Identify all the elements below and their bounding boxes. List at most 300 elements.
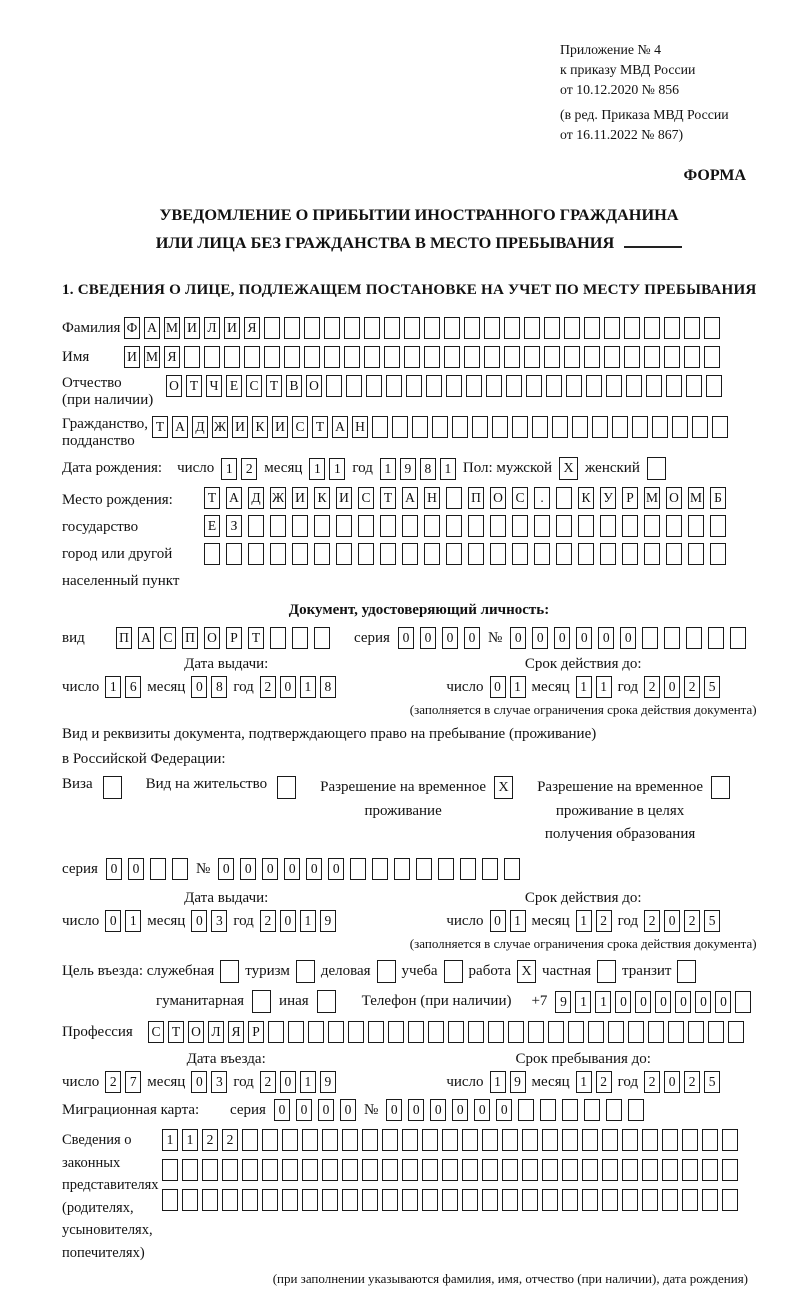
char-box[interactable]: Л [208,1021,224,1043]
char-box[interactable] [508,1021,524,1043]
char-box[interactable] [646,375,662,397]
char-box[interactable]: С [246,375,262,397]
char-box[interactable]: Н [352,416,368,438]
char-box[interactable]: Т [380,487,396,509]
char-box[interactable] [684,317,700,339]
char-box[interactable]: 3 [211,1071,227,1093]
char-box[interactable] [344,317,360,339]
char-box[interactable] [562,1189,578,1211]
char-box[interactable] [242,1129,258,1151]
char-box[interactable] [572,416,588,438]
char-box[interactable] [322,1189,338,1211]
char-box[interactable]: К [578,487,594,509]
char-box[interactable] [448,1021,464,1043]
char-box[interactable] [642,1189,658,1211]
char-box[interactable]: 1 [596,676,612,698]
char-box[interactable] [534,515,550,537]
char-box[interactable] [584,346,600,368]
char-box[interactable] [452,416,468,438]
char-box[interactable] [622,1159,638,1181]
char-box[interactable] [682,1159,698,1181]
char-box[interactable] [402,543,418,565]
char-box[interactable] [544,317,560,339]
char-box[interactable]: Р [622,487,638,509]
char-box[interactable] [582,1159,598,1181]
char-box[interactable] [288,1021,304,1043]
char-box[interactable] [652,416,668,438]
char-box[interactable]: . [534,487,550,509]
char-box[interactable] [722,1129,738,1151]
char-box[interactable] [394,858,410,880]
char-box[interactable] [604,317,620,339]
char-box[interactable] [314,627,330,649]
char-box[interactable] [686,627,702,649]
char-box[interactable] [546,375,562,397]
char-box[interactable] [664,346,680,368]
char-box[interactable] [404,346,420,368]
char-box[interactable]: А [402,487,418,509]
char-box[interactable] [622,1189,638,1211]
char-box[interactable]: 1 [490,1071,506,1093]
char-box[interactable] [666,515,682,537]
char-box[interactable]: 8 [320,676,336,698]
char-box[interactable]: 1 [576,676,592,698]
char-box[interactable] [568,1021,584,1043]
purpose-tourism-checkbox[interactable] [296,960,315,983]
char-box[interactable] [644,515,660,537]
char-box[interactable]: Ж [270,487,286,509]
char-box[interactable]: И [224,317,240,339]
char-box[interactable]: 0 [510,627,526,649]
char-box[interactable] [624,317,640,339]
char-box[interactable]: Т [152,416,168,438]
char-box[interactable] [548,1021,564,1043]
char-box[interactable]: М [164,317,180,339]
char-box[interactable]: П [468,487,484,509]
char-box[interactable]: С [512,487,528,509]
char-box[interactable]: А [144,317,160,339]
char-box[interactable] [566,375,582,397]
char-box[interactable] [682,1189,698,1211]
char-box[interactable] [244,346,260,368]
char-box[interactable] [504,346,520,368]
purpose-work-checkbox[interactable]: X [517,960,536,983]
char-box[interactable] [328,1021,344,1043]
char-box[interactable] [624,346,640,368]
char-box[interactable] [424,317,440,339]
char-box[interactable] [556,515,572,537]
char-box[interactable] [422,1189,438,1211]
char-box[interactable] [202,1159,218,1181]
char-box[interactable] [468,543,484,565]
char-box[interactable]: 0 [442,627,458,649]
char-box[interactable]: 0 [695,991,711,1013]
char-box[interactable]: 0 [274,1099,290,1121]
char-box[interactable] [438,858,454,880]
char-box[interactable]: 0 [715,991,731,1013]
sex-male-checkbox[interactable]: X [559,457,578,480]
char-box[interactable] [542,1189,558,1211]
char-box[interactable]: 0 [576,627,592,649]
char-box[interactable] [482,1189,498,1211]
char-box[interactable] [518,1099,534,1121]
char-box[interactable]: О [204,627,220,649]
char-box[interactable] [706,375,722,397]
char-box[interactable]: У [600,487,616,509]
purpose-other-checkbox[interactable] [317,990,336,1013]
char-box[interactable] [184,346,200,368]
char-box[interactable] [262,1159,278,1181]
char-box[interactable] [464,346,480,368]
char-box[interactable]: Т [312,416,328,438]
char-box[interactable] [644,317,660,339]
char-box[interactable]: М [644,487,660,509]
char-box[interactable] [578,543,594,565]
char-box[interactable]: 2 [596,910,612,932]
char-box[interactable] [268,1021,284,1043]
char-box[interactable] [504,858,520,880]
char-box[interactable]: 0 [106,858,122,880]
char-box[interactable]: 5 [704,1071,720,1093]
char-box[interactable] [224,346,240,368]
char-box[interactable] [348,1021,364,1043]
char-box[interactable] [404,317,420,339]
char-box[interactable]: 0 [620,627,636,649]
char-box[interactable]: 2 [644,1071,660,1093]
char-box[interactable] [602,1189,618,1211]
char-box[interactable] [644,346,660,368]
char-box[interactable]: Е [226,375,242,397]
char-box[interactable] [182,1189,198,1211]
char-box[interactable]: З [226,515,242,537]
char-box[interactable]: Ж [212,416,228,438]
char-box[interactable] [682,1129,698,1151]
char-box[interactable] [202,1189,218,1211]
char-box[interactable] [446,543,462,565]
char-box[interactable]: И [336,487,352,509]
char-box[interactable] [172,858,188,880]
char-box[interactable] [502,1189,518,1211]
char-box[interactable]: 0 [280,1071,296,1093]
char-box[interactable]: 1 [309,458,325,480]
char-box[interactable] [292,627,308,649]
char-box[interactable]: Д [192,416,208,438]
char-box[interactable] [424,543,440,565]
char-box[interactable]: 1 [576,1071,592,1093]
char-box[interactable] [350,858,366,880]
char-box[interactable]: 9 [320,1071,336,1093]
char-box[interactable] [422,1129,438,1151]
char-box[interactable] [704,346,720,368]
char-box[interactable]: П [116,627,132,649]
char-box[interactable] [666,543,682,565]
char-box[interactable] [542,1129,558,1151]
char-box[interactable]: 2 [644,910,660,932]
char-box[interactable] [544,346,560,368]
char-box[interactable] [542,1159,558,1181]
char-box[interactable] [446,487,462,509]
char-box[interactable] [562,1129,578,1151]
char-box[interactable] [688,1021,704,1043]
char-box[interactable] [735,991,751,1013]
char-box[interactable] [262,1189,278,1211]
char-box[interactable] [460,858,476,880]
char-box[interactable]: О [666,487,682,509]
char-box[interactable] [382,1189,398,1211]
char-box[interactable]: С [358,487,374,509]
char-box[interactable] [562,1099,578,1121]
char-box[interactable] [524,317,540,339]
char-box[interactable] [612,416,628,438]
char-box[interactable] [412,416,428,438]
char-box[interactable]: 0 [655,991,671,1013]
char-box[interactable] [270,627,286,649]
char-box[interactable]: 9 [555,991,571,1013]
char-box[interactable] [204,543,220,565]
char-box[interactable] [366,375,382,397]
char-box[interactable] [528,1021,544,1043]
char-box[interactable]: 2 [684,676,700,698]
char-box[interactable]: А [332,416,348,438]
char-box[interactable] [482,1129,498,1151]
char-box[interactable] [556,543,572,565]
purpose-humanitarian-checkbox[interactable] [252,990,271,1013]
char-box[interactable] [364,317,380,339]
char-box[interactable] [402,1129,418,1151]
char-box[interactable] [384,317,400,339]
char-box[interactable] [522,1189,538,1211]
char-box[interactable] [358,543,374,565]
char-box[interactable] [402,515,418,537]
char-box[interactable] [284,317,300,339]
char-box[interactable] [492,416,508,438]
char-box[interactable] [662,1129,678,1151]
char-box[interactable]: 0 [554,627,570,649]
char-box[interactable]: 0 [191,676,207,698]
char-box[interactable] [600,515,616,537]
char-box[interactable]: 2 [684,910,700,932]
char-box[interactable] [512,543,528,565]
char-box[interactable] [672,416,688,438]
char-box[interactable] [578,515,594,537]
char-box[interactable] [592,416,608,438]
char-box[interactable]: 2 [644,676,660,698]
char-box[interactable] [442,1159,458,1181]
char-box[interactable] [322,1129,338,1151]
char-box[interactable]: М [144,346,160,368]
char-box[interactable] [314,515,330,537]
char-box[interactable]: 0 [664,910,680,932]
char-box[interactable]: 0 [464,627,480,649]
char-box[interactable]: 7 [125,1071,141,1093]
char-box[interactable] [482,858,498,880]
char-box[interactable] [342,1159,358,1181]
char-box[interactable] [380,515,396,537]
char-box[interactable]: 2 [260,1071,276,1093]
char-box[interactable] [692,416,708,438]
char-box[interactable]: 1 [595,991,611,1013]
char-box[interactable] [424,346,440,368]
char-box[interactable] [722,1189,738,1211]
char-box[interactable]: 1 [380,458,396,480]
char-box[interactable]: 0 [296,1099,312,1121]
char-box[interactable] [666,375,682,397]
char-box[interactable] [512,515,528,537]
char-box[interactable] [532,416,548,438]
char-box[interactable]: Б [710,487,726,509]
char-box[interactable]: 0 [490,676,506,698]
char-box[interactable] [382,1159,398,1181]
char-box[interactable]: 5 [704,910,720,932]
char-box[interactable] [462,1189,478,1211]
temp-permit-checkbox[interactable]: X [494,776,513,799]
char-box[interactable] [622,1129,638,1151]
char-box[interactable] [446,515,462,537]
char-box[interactable] [308,1021,324,1043]
char-box[interactable]: 0 [128,858,144,880]
char-box[interactable] [664,317,680,339]
char-box[interactable] [292,515,308,537]
char-box[interactable]: Т [186,375,202,397]
char-box[interactable]: 0 [386,1099,402,1121]
char-box[interactable] [708,1021,724,1043]
char-box[interactable] [344,346,360,368]
char-box[interactable]: 1 [162,1129,178,1151]
char-box[interactable] [304,317,320,339]
char-box[interactable] [506,375,522,397]
char-box[interactable]: 0 [474,1099,490,1121]
char-box[interactable] [582,1189,598,1211]
purpose-business-checkbox[interactable] [377,960,396,983]
purpose-study-checkbox[interactable] [444,960,463,983]
char-box[interactable] [248,515,264,537]
char-box[interactable] [372,416,388,438]
char-box[interactable] [150,858,166,880]
char-box[interactable] [380,543,396,565]
char-box[interactable] [162,1189,178,1211]
char-box[interactable] [302,1129,318,1151]
char-box[interactable] [222,1159,238,1181]
purpose-transit-checkbox[interactable] [677,960,696,983]
char-box[interactable] [484,317,500,339]
char-box[interactable]: 0 [328,858,344,880]
char-box[interactable]: А [226,487,242,509]
char-box[interactable]: П [182,627,198,649]
char-box[interactable] [364,346,380,368]
char-box[interactable] [606,375,622,397]
char-box[interactable] [526,375,542,397]
char-box[interactable] [584,1099,600,1121]
char-box[interactable] [664,627,680,649]
char-box[interactable]: 8 [420,458,436,480]
char-box[interactable] [408,1021,424,1043]
char-box[interactable]: В [286,375,302,397]
char-box[interactable] [324,317,340,339]
char-box[interactable] [468,515,484,537]
char-box[interactable] [302,1189,318,1211]
char-box[interactable] [642,1129,658,1151]
char-box[interactable] [466,375,482,397]
char-box[interactable] [684,346,700,368]
char-box[interactable]: 0 [280,676,296,698]
char-box[interactable]: Д [248,487,264,509]
char-box[interactable] [248,543,264,565]
char-box[interactable]: 3 [211,910,227,932]
char-box[interactable]: Ч [206,375,222,397]
char-box[interactable]: 6 [125,676,141,698]
char-box[interactable] [262,1129,278,1151]
char-box[interactable] [512,416,528,438]
char-box[interactable] [442,1189,458,1211]
char-box[interactable]: 0 [398,627,414,649]
char-box[interactable]: 0 [191,910,207,932]
char-box[interactable] [722,1159,738,1181]
char-box[interactable] [302,1159,318,1181]
char-box[interactable]: 0 [532,627,548,649]
visa-checkbox[interactable] [103,776,122,799]
char-box[interactable]: 0 [105,910,121,932]
char-box[interactable] [428,1021,444,1043]
char-box[interactable] [622,515,638,537]
char-box[interactable] [282,1129,298,1151]
char-box[interactable] [486,375,502,397]
char-box[interactable] [628,1021,644,1043]
char-box[interactable] [488,1021,504,1043]
char-box[interactable]: 2 [222,1129,238,1151]
char-box[interactable] [606,1099,622,1121]
char-box[interactable] [282,1159,298,1181]
char-box[interactable]: 0 [284,858,300,880]
char-box[interactable] [362,1159,378,1181]
char-box[interactable]: С [292,416,308,438]
char-box[interactable]: 1 [510,676,526,698]
char-box[interactable] [392,416,408,438]
char-box[interactable]: Е [204,515,220,537]
char-box[interactable]: 8 [211,676,227,698]
char-box[interactable]: 0 [340,1099,356,1121]
char-box[interactable] [642,627,658,649]
char-box[interactable] [668,1021,684,1043]
char-box[interactable] [702,1159,718,1181]
purpose-official-checkbox[interactable] [220,960,239,983]
char-box[interactable] [688,515,704,537]
char-box[interactable]: Р [248,1021,264,1043]
char-box[interactable]: Я [228,1021,244,1043]
char-box[interactable]: 2 [260,676,276,698]
char-box[interactable]: 0 [452,1099,468,1121]
char-box[interactable] [490,543,506,565]
char-box[interactable] [490,515,506,537]
char-box[interactable]: 9 [510,1071,526,1093]
char-box[interactable] [644,543,660,565]
char-box[interactable]: 0 [318,1099,334,1121]
char-box[interactable] [336,543,352,565]
char-box[interactable]: 0 [615,991,631,1013]
char-box[interactable]: 0 [664,676,680,698]
char-box[interactable] [402,1159,418,1181]
char-box[interactable] [426,375,442,397]
char-box[interactable] [504,317,520,339]
char-box[interactable] [602,1159,618,1181]
char-box[interactable]: Р [226,627,242,649]
char-box[interactable]: О [166,375,182,397]
char-box[interactable] [562,1159,578,1181]
char-box[interactable]: А [172,416,188,438]
char-box[interactable] [482,1159,498,1181]
char-box[interactable] [242,1159,258,1181]
char-box[interactable] [472,416,488,438]
char-box[interactable] [282,1189,298,1211]
